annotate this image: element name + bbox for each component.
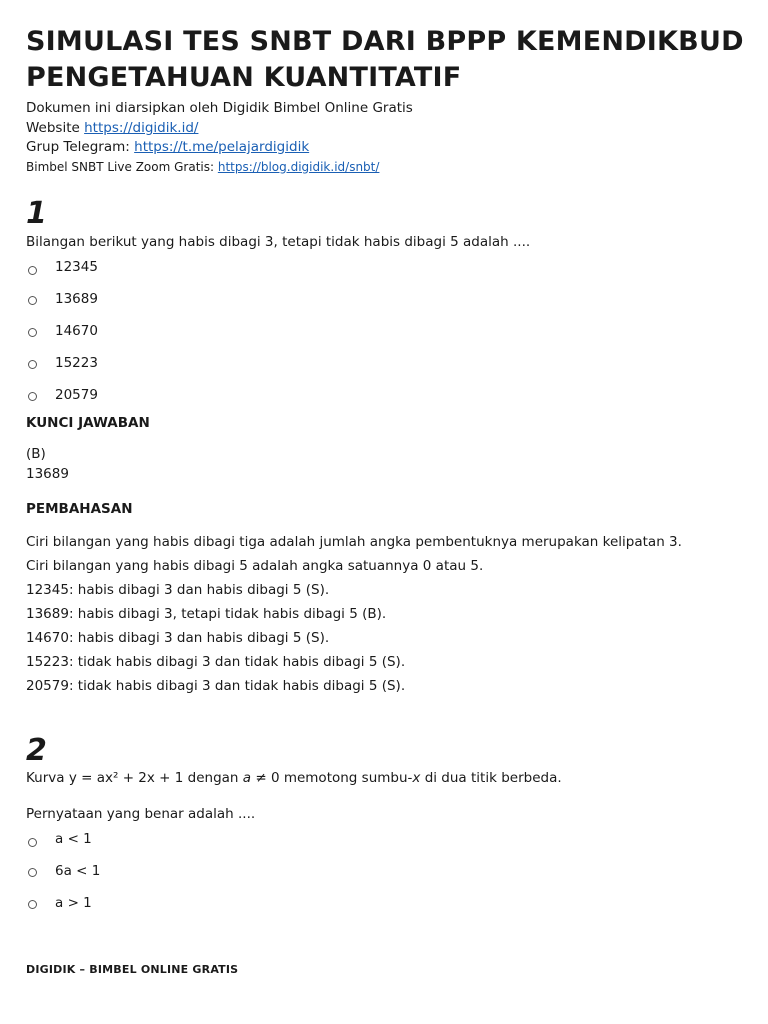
answer-value: 13689	[26, 466, 69, 482]
option-label: a > 1	[55, 895, 92, 911]
option-label: 6a < 1	[55, 863, 101, 879]
option-label: 13689	[55, 291, 98, 307]
explanation-line: 12345: habis dibagi 3 dan habis dibagi 5 (S).	[26, 582, 330, 598]
zoom-label: Bimbel SNBT Live Zoom Gratis:	[26, 159, 218, 174]
option-label: 12345	[55, 259, 98, 275]
question-2-text-part: ≠ 0 memotong sumbu-	[251, 770, 413, 786]
document-page	[26, 24, 746, 925]
radio-button[interactable]	[28, 900, 37, 909]
option-a[interactable]	[26, 257, 746, 289]
page-footer: DIGIDIK – BIMBEL ONLINE GRATIS	[26, 963, 239, 976]
question-2-options	[26, 829, 746, 925]
archived-note: Dokumen ini diarsipkan oleh Digidik Bimbel Online Gratis	[26, 100, 413, 116]
radio-button[interactable]	[28, 392, 37, 401]
question-2-text-part: Kurva y = ax² + 2x + 1 dengan	[26, 770, 243, 786]
telegram-line	[26, 138, 746, 158]
question-2-prompt: Pernyataan yang benar adalah ....	[26, 806, 256, 822]
option-b[interactable]	[26, 861, 746, 893]
explanation-line: Ciri bilangan yang habis dibagi 5 adalah angka satuannya 0 atau 5.	[26, 558, 484, 574]
website-line	[26, 119, 746, 139]
explanation-line: Ciri bilangan yang habis dibagi tiga adalah jumlah angka pembentuknya merupakan kelipatan 3.	[26, 534, 682, 550]
explanation-line: 13689: habis dibagi 3, tetapi tidak habis dibagi 5 (B).	[26, 606, 387, 622]
title-line-2: PENGETAHUAN KUANTITATIF	[26, 62, 462, 93]
telegram-link[interactable]: https://t.me/pelajardigidik	[134, 139, 310, 155]
option-label: 14670	[55, 323, 98, 339]
radio-button[interactable]	[28, 868, 37, 877]
option-label: a < 1	[55, 831, 92, 847]
title-line-1: SIMULASI TES SNBT DARI BPPP KEMENDIKBUD	[26, 26, 744, 57]
question-2-number: 2	[26, 733, 47, 768]
website-label: Website	[26, 119, 85, 136]
question-1-number: 1	[26, 196, 47, 231]
radio-button[interactable]	[28, 838, 37, 847]
option-e[interactable]	[26, 385, 746, 417]
answer-key	[26, 444, 746, 484]
explanation-body	[26, 530, 746, 698]
explanation-heading: PEMBAHASAN	[26, 501, 133, 517]
website-link[interactable]: https://digidik.id/	[84, 119, 199, 136]
answer-letter: (B)	[26, 446, 46, 462]
explanation-line: 20579: tidak habis dibagi 3 dan tidak habis dibagi 5 (S).	[26, 678, 406, 694]
zoom-link[interactable]: https://blog.digidik.id/snbt/	[217, 159, 380, 174]
explanation-line: 14670: habis dibagi 3 dan habis dibagi 5 (S).	[26, 630, 330, 646]
option-c[interactable]	[26, 893, 746, 925]
radio-button[interactable]	[28, 328, 37, 337]
zoom-line	[26, 158, 746, 178]
variable-x: x	[412, 770, 421, 786]
explanation-line: 15223: tidak habis dibagi 3 dan tidak habis dibagi 5 (S).	[26, 654, 406, 670]
answer-key-heading: KUNCI JAWABAN	[26, 415, 150, 431]
document-meta	[26, 99, 746, 177]
radio-button[interactable]	[28, 266, 37, 275]
option-c[interactable]	[26, 321, 746, 353]
option-label: 20579	[55, 387, 98, 403]
option-d[interactable]	[26, 353, 746, 385]
telegram-label: Grup Telegram:	[26, 139, 135, 155]
variable-a: a	[242, 770, 252, 786]
question-2-text-part: di dua titik berbeda.	[420, 770, 562, 786]
option-b[interactable]	[26, 289, 746, 321]
document-title	[26, 24, 746, 96]
question-1-options	[26, 257, 746, 417]
radio-button[interactable]	[28, 296, 37, 305]
question-2-text	[26, 768, 746, 788]
question-1-text: Bilangan berikut yang habis dibagi 3, tetapi tidak habis dibagi 5 adalah ....	[26, 234, 531, 250]
option-a[interactable]	[26, 829, 746, 861]
option-label: 15223	[55, 355, 98, 371]
radio-button[interactable]	[28, 360, 37, 369]
